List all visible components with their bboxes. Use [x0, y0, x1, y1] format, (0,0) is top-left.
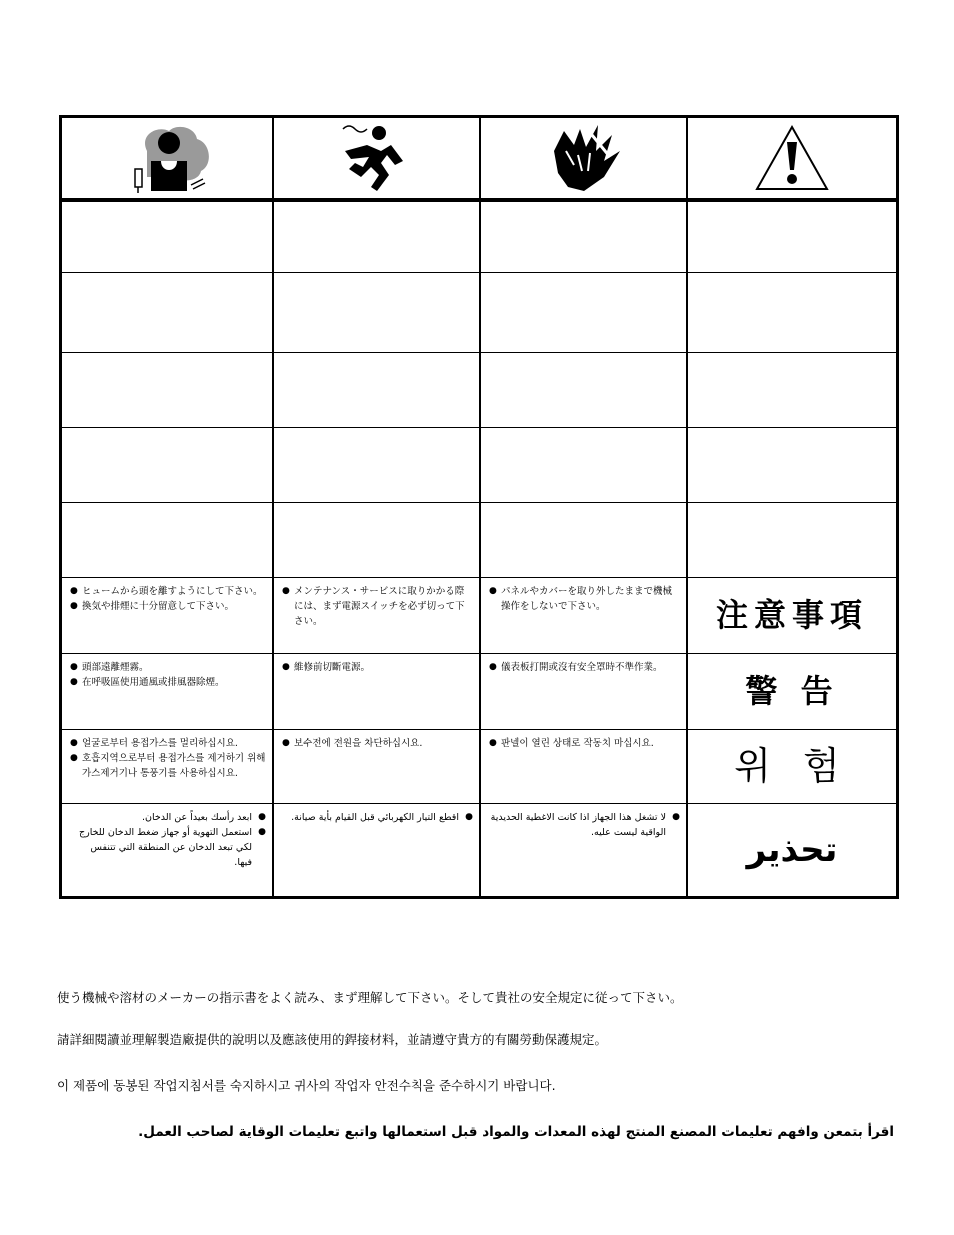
arabic-fumes-2: استعمل التهوية أو جهاز ضغط الدخان للخارج لكي تبعد الدخان عن المنطقة التي تتنفس فيها.: [79, 827, 252, 868]
chinese-fumes-1: 頭部遠離煙霧。: [82, 662, 149, 673]
fumes-icon: [62, 118, 274, 198]
empty-row: [62, 202, 896, 273]
japanese-row: [62, 578, 896, 654]
korean-shock-1: 보수전에 전원을 차단하십시요.: [294, 738, 423, 749]
empty-row: [62, 353, 896, 428]
korean-fumes-1: 얼굴로부터 용접가스를 멀리하십시요.: [82, 738, 238, 749]
chinese-shock-1: 維修前切斷電源。: [294, 662, 371, 673]
arabic-row: [62, 804, 896, 896]
chinese-row: [62, 654, 896, 730]
korean-row: [62, 730, 896, 804]
arabic-label: تحذير: [746, 829, 838, 870]
japanese-moving-1: パネルやカバーを取り外したままで機械操作をしないで下さい。: [501, 586, 673, 612]
arabic-shock: ● اقطع التيار الكهربائي قبل القيام بأية صيانة.: [274, 804, 481, 896]
warning-triangle-icon: [688, 118, 896, 198]
arabic-shock-1: اقطع التيار الكهربائي قبل القيام بأية صيانة.: [291, 812, 459, 823]
japanese-fumes-2: 換気や排煙に十分留意して下さい。: [82, 601, 235, 612]
korean-shock: ● 보수전에 전원을 차단하십시요.: [274, 730, 481, 803]
arabic-fumes: ● ابعد رأسك بعيداً عن الدخان. ● استعمل التهوية أو جهاز ضغط الدخان للخارج لكي تبعد الدخان عن المنطقة التي تتنفس فيها.: [62, 804, 274, 896]
korean-fumes: ● 얼굴로부터 용접가스를 멀리하십시요. ● 호흡지역으로부터 용접가스를 제거하기 위해 가스제거기나 통풍기를 사용하십시요.: [62, 730, 274, 803]
chinese-shock: ● 維修前切斷電源。: [274, 654, 481, 729]
footer-chinese: 請詳細閱讀並理解製造廠提供的說明以及應該使用的銲接材料，並請遵守貴方的有關勞動保護規定。: [57, 1032, 608, 1047]
footer-korean: 이 제품에 동봉된 작업지침서를 숙지하시고 귀사의 작업자 안전수칙을 준수하시기 바랍니다.: [57, 1078, 556, 1093]
chinese-moving: ● 儀表板打開或沒有安全罩時不準作業。: [481, 654, 688, 729]
shock-icon: [274, 118, 481, 198]
empty-row: [62, 503, 896, 578]
moving-parts-icon: [481, 118, 688, 198]
safety-table: [59, 115, 899, 899]
chinese-moving-1: 儀表板打開或沒有安全罩時不準作業。: [501, 662, 663, 673]
korean-moving-1: 판넬이 열린 상태로 작동치 마십시요.: [501, 738, 654, 749]
japanese-fumes: ● ヒュームから頭を離すようにして下さい。 ● 換気や排煙に十分留意して下さい。: [62, 578, 274, 653]
japanese-shock: ● メンテナンス・サービスに取りかかる際には、まず電源スイッチを必ず切って下さい。: [274, 578, 481, 653]
empty-row: [62, 428, 896, 503]
chinese-fumes: ● 頭部遠離煙霧。 ● 在呼吸區使用通風或排風器除煙。: [62, 654, 274, 729]
korean-moving: ● 판넬이 열린 상태로 작동치 마십시요.: [481, 730, 688, 803]
chinese-fumes-2: 在呼吸區使用通風或排風器除煙。: [82, 677, 225, 688]
japanese-fumes-1: ヒュームから頭を離すようにして下さい。: [82, 586, 263, 597]
korean-fumes-2: 호흡지역으로부터 용접가스를 제거하기 위해 가스제거기나 통풍기를 사용하십시요.: [82, 753, 266, 779]
footer-arabic: اقرأ بتمعن وافهم تعليمات المصنع المنتج لهذه المعدات والمواد قبل استعمالها واتبع تعليمات الوقاية لصاحب العمل.: [138, 1124, 894, 1140]
arabic-moving-1: لا تشغل هذا الجهاز اذا كانت الاغطية الحديدية الواقية ليست عليه.: [490, 812, 666, 838]
icon-row: [62, 118, 896, 202]
korean-label: 위 험: [734, 744, 850, 788]
footer-japanese: 使う機械や溶材のメーカーの指示書をよく読み、まず理解して下さい。そして貴社の安全規定に従って下さい。: [57, 990, 683, 1005]
japanese-moving: ● パネルやカバーを取り外したままで機械操作をしないで下さい。: [481, 578, 688, 653]
japanese-shock-1: メンテナンス・サービスに取りかかる際には、まず電源スイッチを必ず切って下さい。: [294, 586, 465, 627]
chinese-label: 警 告: [745, 672, 839, 710]
arabic-moving: ● لا تشغل هذا الجهاز اذا كانت الاغطية الحديدية الواقية ليست عليه.: [481, 804, 688, 896]
japanese-label: 注意事項: [715, 596, 868, 634]
empty-row: [62, 273, 896, 353]
arabic-fumes-1: ابعد رأسك بعيداً عن الدخان.: [141, 812, 252, 823]
